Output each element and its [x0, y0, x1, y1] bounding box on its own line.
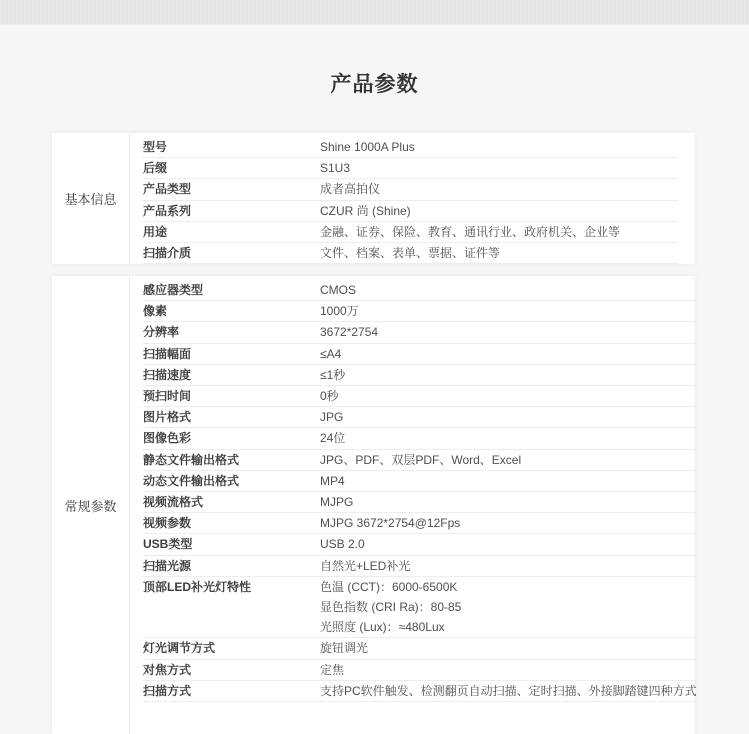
spec-value-line: MJPG [320, 495, 354, 510]
spec-value-line: 定焦 [320, 662, 345, 677]
spec-row [143, 638, 697, 659]
spec-value-line: CZUR 尚 (Shine) [320, 203, 411, 218]
spec-row-label: 视频参数 [143, 516, 192, 531]
spec-row-values [320, 556, 697, 576]
spec-value-line: 文件、档案、表单、票据、证件等 [320, 246, 501, 261]
spec-row-values [320, 660, 697, 680]
spec-row-values [320, 222, 678, 242]
section-rows [130, 133, 695, 264]
spec-value-line: Shine 1000A Plus [320, 140, 415, 154]
spec-row-values [320, 450, 697, 470]
section-label: 基本信息 [64, 192, 117, 207]
spec-value-line: 金融、证券、保险、教育、通讯行业、政府机关、企业等 [320, 224, 621, 239]
spec-row [143, 243, 678, 264]
spec-row-label: 感应器类型 [143, 283, 204, 297]
spec-row-label: 动态文件输出格式 [143, 473, 240, 488]
spec-row [143, 344, 697, 365]
spec-value-line: MP4 [320, 473, 345, 488]
spec-row [143, 513, 697, 534]
spec-row-label: 扫描介质 [143, 246, 192, 261]
spec-row-values [320, 201, 678, 221]
spec-row [143, 492, 697, 513]
spec-row-values [320, 638, 697, 658]
spec-row-values [320, 492, 697, 512]
spec-row-values [320, 471, 697, 491]
spec-value-line: S1U3 [320, 161, 351, 176]
spec-value-line: 光照度 (Lux)：≈480Lux [320, 620, 445, 635]
spec-value-line: CMOS [320, 283, 356, 297]
spec-row-values [320, 179, 678, 199]
spec-row [143, 471, 697, 492]
spec-row [143, 301, 697, 322]
spec-row-label: 灯光调节方式 [143, 641, 216, 656]
spec-row-label: 用途 [143, 224, 168, 239]
spec-row-label: 后缀 [143, 161, 168, 176]
spec-row [143, 534, 697, 555]
spec-row-label: 像素 [143, 304, 168, 319]
spec-value-line: ≤1秒 [320, 367, 346, 382]
spec-value-line: ≤A4 [320, 346, 342, 361]
spec-value-line: 显色指数 (CRI Ra)：80-85 [320, 600, 462, 615]
spec-value-line: USB 2.0 [320, 537, 365, 552]
spec-row-values [320, 137, 678, 157]
spec-row-label: 图像色彩 [143, 431, 192, 446]
spec-row-label: 预扫时间 [143, 389, 192, 404]
spec-row [143, 407, 697, 428]
spec-row-values [320, 301, 697, 321]
spec-row-label: 扫描方式 [143, 683, 192, 698]
spec-row [143, 428, 697, 449]
spec-row-values [320, 577, 697, 638]
spec-value-line: 色温 (CCT)：6000-6500K [320, 579, 458, 594]
top-banner-strip [0, 0, 749, 25]
spec-value-line: 成者高拍仪 [320, 182, 381, 197]
spec-row [143, 322, 697, 343]
spec-row-label: 型号 [143, 140, 168, 154]
spec-value-line: JPG [320, 410, 344, 425]
page-title: 产品参数 [330, 73, 419, 96]
spec-value-line: MJPG 3672*2754@12Fps [320, 516, 461, 531]
spec-row-label: 静态文件输出格式 [143, 452, 240, 467]
spec-value-line: 支持PC软件触发、检测翻页自动扫描、定时扫描、外接脚踏键四种方式 [320, 683, 697, 698]
spec-row-label: 扫描速度 [143, 367, 192, 382]
spec-row [143, 158, 678, 179]
spec-row [143, 201, 678, 222]
spec-row-values [320, 322, 697, 342]
spec-row-label: 顶部LED补光灯特性 [143, 579, 252, 594]
spec-row-label: 对焦方式 [143, 662, 192, 677]
spec-row-values [320, 407, 697, 427]
spec-row [143, 280, 697, 301]
spec-row [143, 660, 697, 681]
spec-row [143, 365, 697, 386]
spec-row-values [320, 365, 697, 385]
spec-value-line: 3672*2754 [320, 325, 379, 340]
spec-row-label: 扫描光源 [143, 558, 192, 573]
spec-row-label: 产品系列 [143, 203, 192, 218]
spec-value-line: 0秒 [320, 389, 339, 404]
section-label-column [52, 133, 130, 264]
spec-row-values [320, 344, 697, 364]
spec-row-label: 图片格式 [143, 410, 192, 425]
spec-row-values [320, 386, 697, 406]
spec-row-label: 扫描幅面 [143, 346, 192, 361]
spec-section-card [52, 276, 695, 734]
spec-row [143, 386, 697, 407]
spec-row [143, 179, 678, 200]
spec-row-label: 产品类型 [143, 182, 192, 197]
spec-row [143, 137, 678, 158]
spec-row [143, 681, 697, 702]
spec-row [143, 222, 678, 243]
spec-value-line: 旋钮调光 [320, 641, 369, 656]
spec-row [143, 450, 697, 471]
section-rows [130, 276, 714, 734]
spec-value-line: JPG、PDF、双层PDF、Word、Excel [320, 452, 522, 467]
spec-row-values [320, 681, 697, 701]
spec-row-values [320, 513, 697, 533]
spec-value-line: 24位 [320, 431, 346, 446]
spec-row-label: 分辨率 [143, 325, 180, 340]
spec-row-values [320, 428, 697, 448]
spec-row-values [320, 280, 697, 300]
spec-value-line: 自然光+LED补光 [320, 558, 411, 573]
spec-value-line: 1000万 [320, 304, 359, 319]
spec-row-label: USB类型 [143, 537, 193, 552]
spec-row [143, 556, 697, 577]
spec-row-values [320, 534, 697, 554]
section-label: 常规参数 [64, 499, 117, 514]
spec-row-values [320, 158, 678, 178]
spec-row-values [320, 243, 678, 263]
spec-row-label: 视频流格式 [143, 495, 204, 510]
spec-row [143, 577, 697, 639]
section-label-column [52, 276, 130, 734]
spec-section-card [52, 133, 695, 264]
